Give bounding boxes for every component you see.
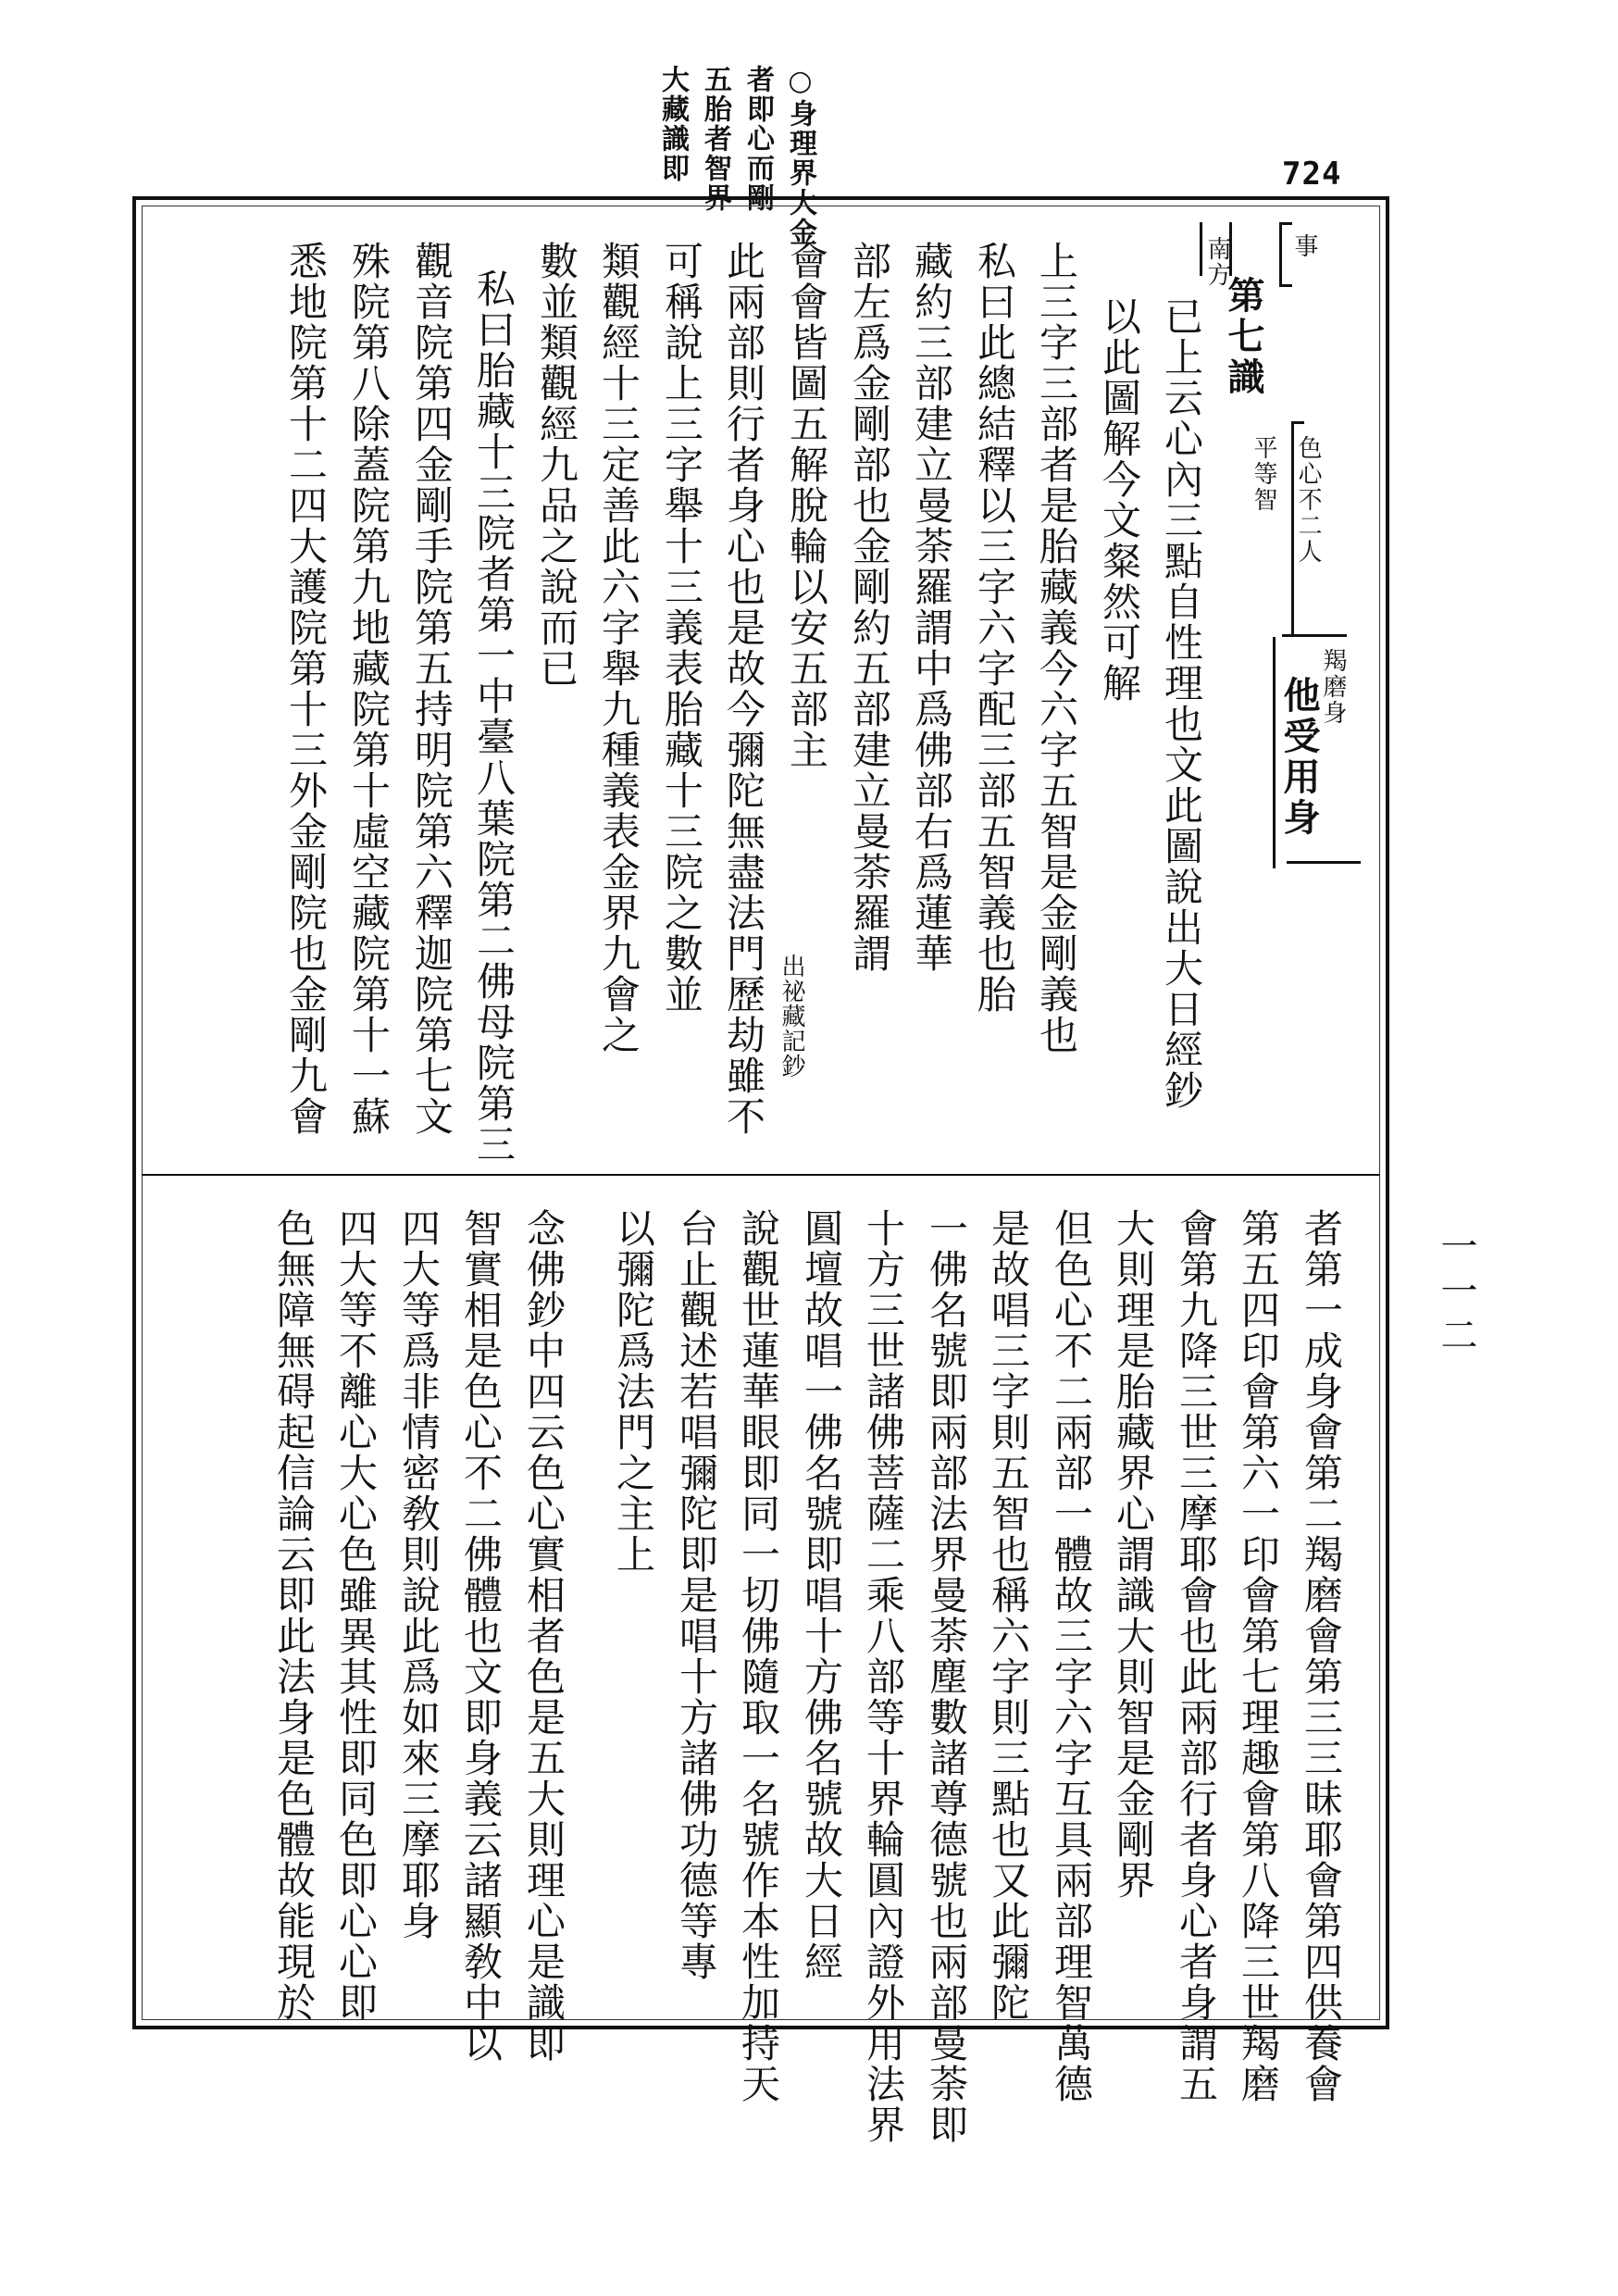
text-column: 是故唱三字則五智也稱六字則三點也又此彌陀 [986,1208,1031,2023]
page-code: 724 [1282,156,1342,193]
text-column: 以此圖解今文粲然可解 [1097,296,1142,704]
text-column: 台止觀述若唱彌陀即是唱十方諸佛功德等專 [674,1208,719,1982]
diagram-mid-label: 第七識 [1222,276,1265,398]
side-page-number: 一一二 [1435,1227,1477,1360]
text-column: 數並類觀經九品之說而已 [534,241,579,689]
diagram-top-label: 事 [1290,233,1318,259]
diagram-right-2: 平等智 [1250,435,1277,513]
text-column: 色無障無碍起信論云即此法身是色體故能現於 [271,1208,317,2023]
text-column: 觀音院第四金剛手院第五持明院第六釋迦院第七文 [409,241,454,1137]
header-line: 大藏識即 [656,65,689,183]
text-column: 私曰胎藏十三院者第一中臺八葉院第二佛母院第三 [471,268,517,1165]
text-column: 念佛鈔中四云色心實相者色是五大則理心是識即 [521,1208,566,2064]
diagram-right-1: 色心不二人 [1294,435,1322,565]
text-column: 會會皆圖五解脫輪以安五部主 [784,241,829,770]
text-column: 已上云心內三點自性理也文此圖說出大日經鈔 [1159,296,1204,1111]
text-column: 一佛名號即兩部法界曼荼塵數諸尊德號也兩部曼荼即 [924,1208,969,2145]
text-column: 智實相是色心不二佛體也文即身義云諸顯敎中以 [458,1208,504,2064]
text-column: 可稱說上三字舉十三義表胎藏十三院之數並 [659,241,704,1015]
text-column: 類觀經十三定善此六字舉九種義表金界九會之 [596,241,641,1055]
text-column: 四大等不離心大心色雖異其性即同色即心心即 [333,1208,379,2023]
text-column: 但色心不二兩部一體故三字六字互具兩部理智萬德 [1049,1208,1094,2104]
text-column: 者第一成身會第二羯磨會第三三昧耶會第四供養會 [1299,1208,1344,2104]
text-column: 十方三世諸佛菩薩二乘八部等十界輪圓內證外用法界 [861,1208,906,2145]
text-column: 此兩部則行者身心也是故今彌陀無盡法門歷劫雖不 [721,241,766,1137]
text-column: 四大等爲非情密敎則說此爲如來三摩耶身 [396,1208,442,1941]
diagram-main-label: 他受用身 [1277,676,1321,839]
text-column: 部左爲金剛部也金剛約五部建立曼荼羅謂 [847,241,892,974]
header-line: ○身理界大金 [784,65,816,247]
source-note: 出祕藏記鈔 [778,954,805,1079]
header-line: 者即心而剛 [741,65,774,213]
text-column: 上三字三部者是胎藏義今六字五智是金剛義也 [1034,241,1079,1055]
text-column: 說觀世蓮華眼即同一切佛隨取一名號作本性加持天 [736,1208,781,2104]
text-column: 藏約三部建立曼荼羅謂中爲佛部右爲蓮華 [909,241,954,974]
text-column: 以彌陀爲法門之主上 [611,1208,656,1575]
text-column: 第五四印會第六一印會第七理趣會第八降三世羯磨 [1236,1208,1281,2104]
text-column: 會第九降三世三摩耶會也此兩部行者身心者身謂五 [1174,1208,1219,2104]
text-column: 殊院第八除蓋院第九地藏院第十虛空藏院第十一蘇 [346,241,392,1137]
diagram-right-3: 羯磨身 [1319,648,1347,726]
text-column: 私曰此總結釋以三字六字配三部五智義也胎 [972,241,1017,1015]
header-note [648,65,819,247]
section-divider [142,1174,1380,1176]
text-column: 圓壇故唱一佛名號即唱十方佛名號故大日經 [799,1208,844,1982]
text-column: 大則理是胎藏界心謂識大則智是金剛界 [1111,1208,1156,1901]
diagram-bottom-label: 南方 [1203,236,1231,288]
header-line: 五胎者智界 [699,65,731,213]
text-column: 悉地院第十二四大護院第十三外金剛院也金剛九會 [283,241,329,1137]
